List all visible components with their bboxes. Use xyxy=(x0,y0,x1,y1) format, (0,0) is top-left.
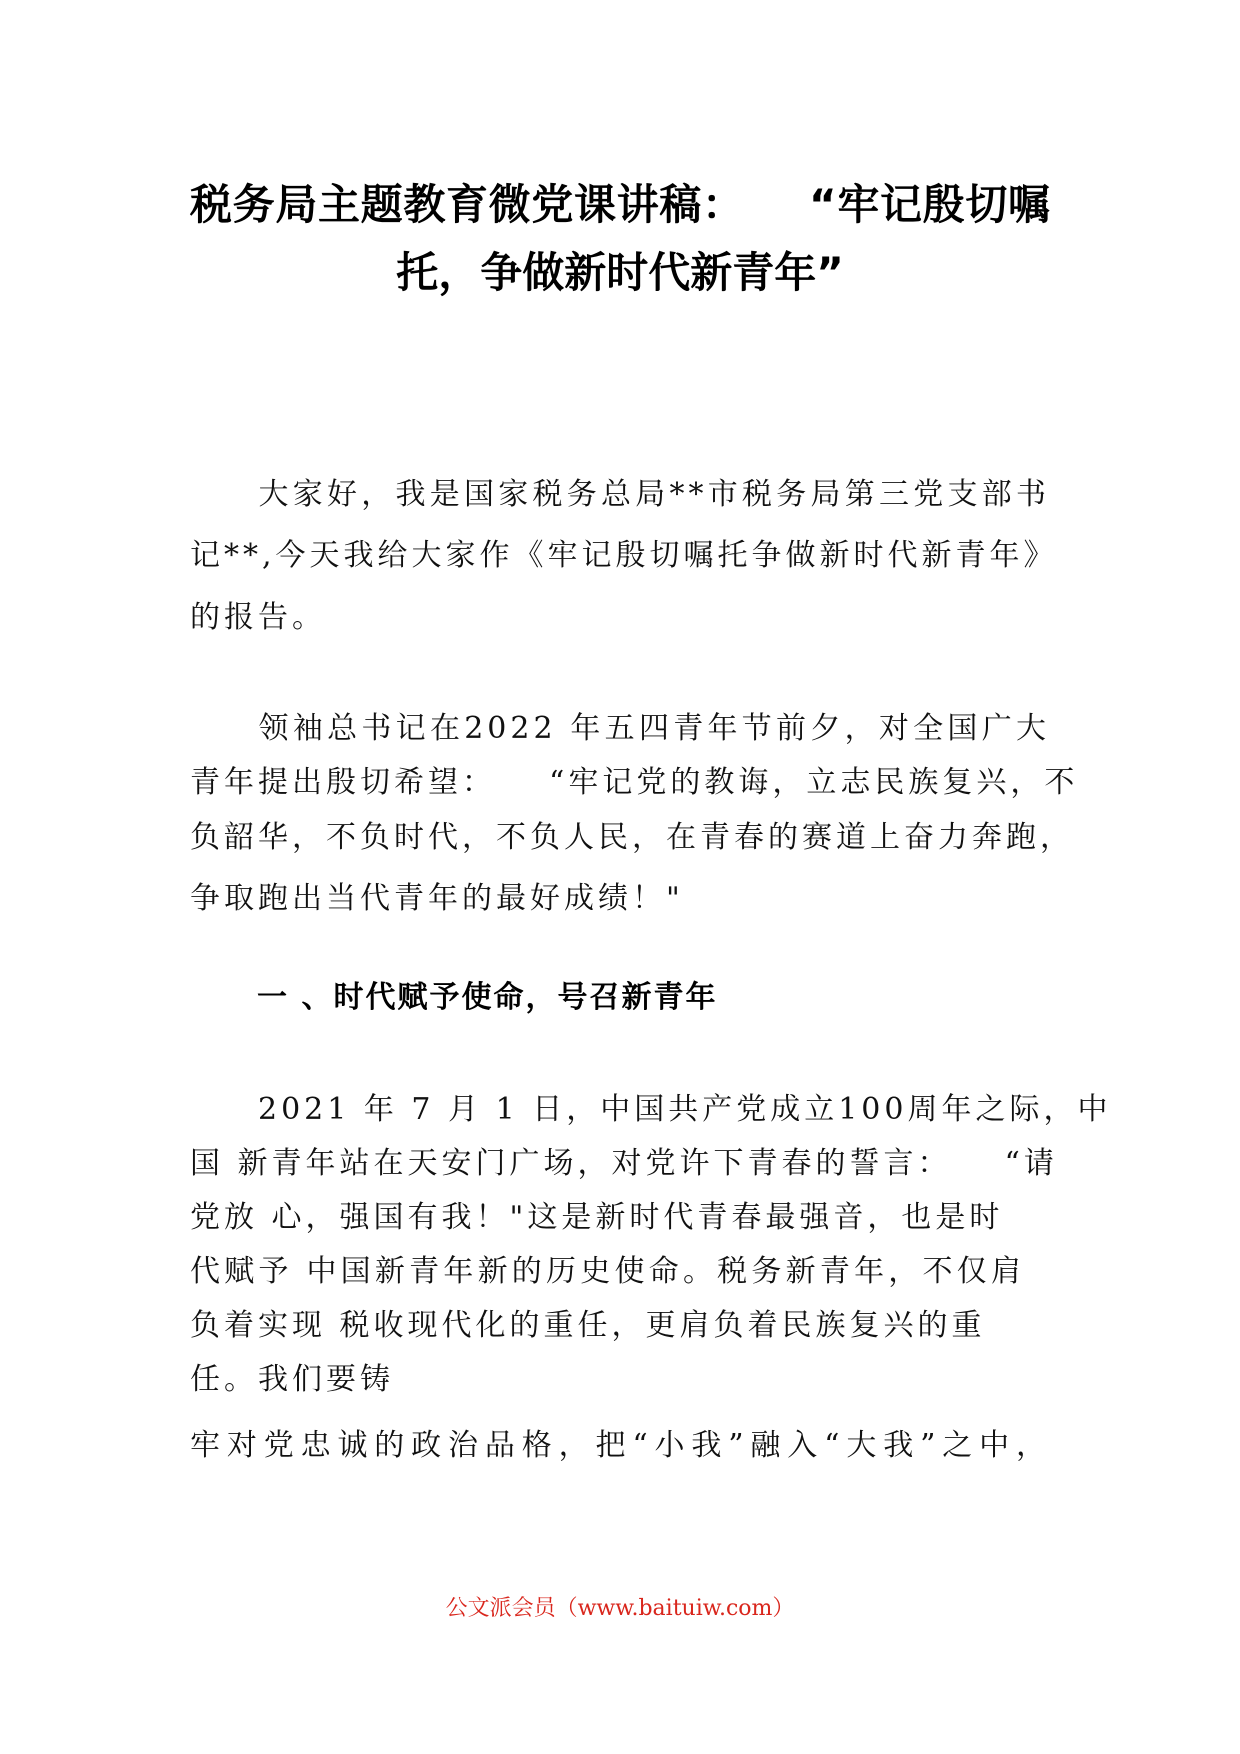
paragraph-2-line-4: 争取跑出当代青年的最好成绩！" xyxy=(190,881,684,916)
paragraph-3-line-1: 2021 年 7 月 1 日，中国共产党成立100周年之际，中 xyxy=(190,1092,1112,1127)
paragraph-2-line-3: 负韶华，不负时代，不负人民，在青春的赛道上奋力奔跑， xyxy=(190,820,1074,855)
paragraph-3-line-6: 任。我们要铸 xyxy=(190,1362,394,1397)
paragraph-1-line-2: 记**,今天我给大家作《牢记殷切嘱托争做新时代新青年》 xyxy=(190,538,1058,573)
footer-watermark-link[interactable]: 公文派会员（www.baituiw.com） xyxy=(445,1596,795,1621)
paragraph-1-line-1: 大家好，我是国家税务总局**市税务局第三党支部书 xyxy=(190,477,1050,512)
paragraph-1-line-3: 的报告。 xyxy=(190,600,326,635)
paragraph-3-line-3: 党放 心，强国有我！"这是新时代青春最强音，也是时 xyxy=(190,1200,1004,1235)
paragraph-2-line-2: 青年提出殷切希望： “牢记党的教诲，立志民族复兴，不 xyxy=(190,765,1079,800)
paragraph-2-line-1: 领袖总书记在2022 年五四青年节前夕，对全国广大 xyxy=(190,711,1050,746)
document-title-line-2: 托，争做新时代新青年” xyxy=(396,248,844,297)
document-title-line-1: 税务局主题教育微党课讲稿： “牢记殷切嘱 xyxy=(190,180,1050,229)
paragraph-3-line-5: 负着实现 税收现代化的重任，更肩负着民族复兴的重 xyxy=(190,1308,986,1343)
paragraph-3-line-4: 代赋予 中国新青年新的历史使命。税务新青年，不仅肩 xyxy=(190,1254,1025,1289)
paragraph-3-line-2: 国 新青年站在天安门广场，对党许下青春的誓言： “请 xyxy=(190,1146,1058,1181)
section-1-heading: 一 、时代赋予使命，号召新青年 xyxy=(257,980,718,1015)
paragraph-3-line-7: 牢对党忠诚的政治品格，把“小我”融入“大我”之中， xyxy=(190,1428,1050,1463)
